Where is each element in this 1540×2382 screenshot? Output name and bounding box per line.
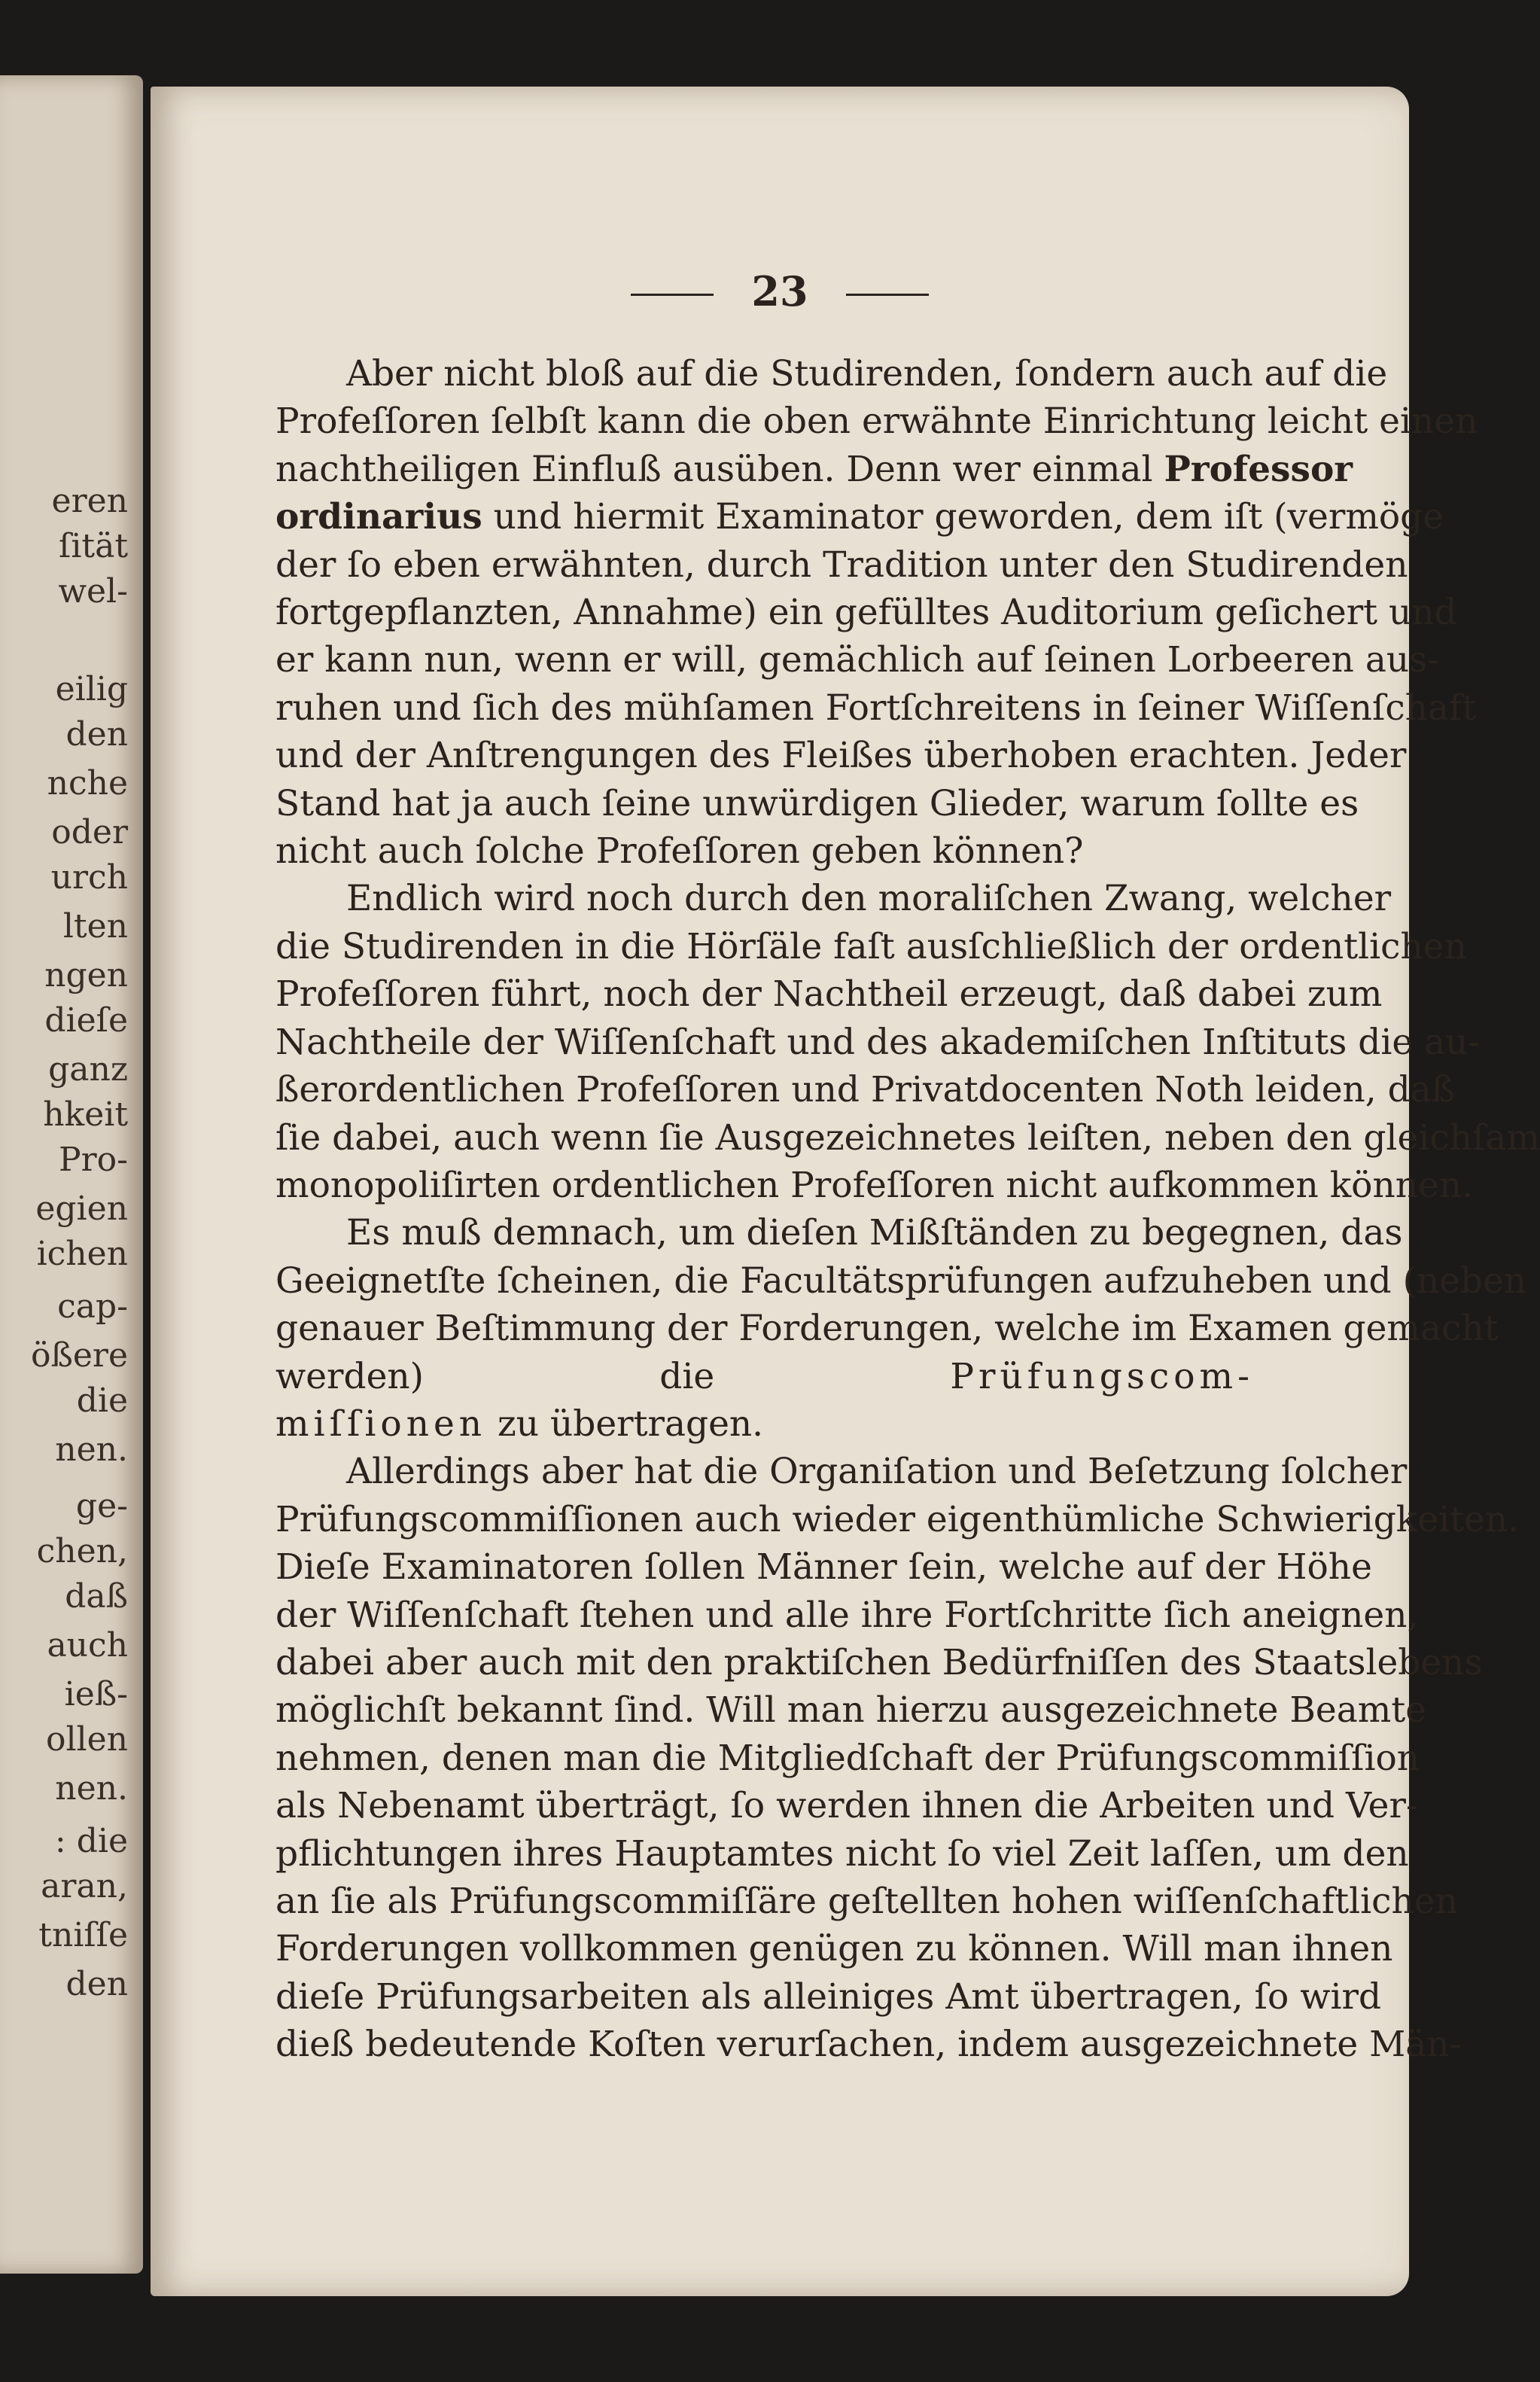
text-segment: pflichtungen ihres Hauptamtes nicht ſo viel Zeit laſſen, um den [275, 1832, 1409, 1875]
text-segment: als Nebenamt überträgt, ſo werden ihnen die Arbeiten und Ver- [275, 1785, 1418, 1827]
prev-page-fragment: : die [54, 1822, 128, 1860]
prev-page-fragment: den [65, 1965, 128, 2003]
text-segment: nehmen, denen man die Mitgliedſchaft der Prüfungscommiſſion [275, 1737, 1420, 1779]
text-line [275, 780, 1359, 827]
prev-page-fragment: ieß- [64, 1675, 128, 1713]
prev-page-fragment: eren [51, 482, 128, 520]
text-segment: dieſe Prüfungsarbeiten als alleiniges Amt übertragen, ſo wird [275, 1975, 1382, 2018]
text-segment: fortgepflanzten, Annahme) ein gefülltes Auditorium geſichert und [275, 592, 1457, 634]
text-line [275, 1639, 1483, 1686]
text-line [275, 684, 1477, 732]
text-segment: nicht auch ſolche Profeſſoren geben können? [275, 830, 1084, 873]
prev-page-fragment: hkeit [43, 1095, 128, 1134]
prev-page-fragment: eilig [55, 670, 128, 708]
text-segment: miſſionen [275, 1403, 487, 1445]
prev-page-fragment: auch [47, 1626, 128, 1665]
text-line [275, 541, 1408, 589]
text-segment: er kann nun, wenn er will, gemächlich auf ſeinen Lorbeeren aus- [275, 639, 1440, 681]
text-line [275, 1735, 1420, 1782]
text-segment: dabei aber auch mit den praktiſchen Bedürfniſſen des Staatslebens [275, 1641, 1483, 1683]
prev-page-fragment: ſität [59, 527, 128, 565]
prev-page-fragment: ollen [45, 1720, 128, 1759]
text-segment: Aber nicht bloß auf die Studirenden, ſondern auch auf die [346, 353, 1388, 394]
prev-page-fragment: ganz [48, 1050, 128, 1089]
text-segment: Prüfungscommiſſionen auch wieder eigenthümliche Schwierigkeiten. [275, 1498, 1520, 1540]
text-segment: Endlich wird noch durch den moraliſchen Zwang, welcher [346, 878, 1392, 920]
book-page [151, 87, 1540, 2296]
prev-page-fragment: oder [51, 813, 128, 851]
prev-page-fragment: daß [65, 1577, 128, 1616]
text-segment: Nachtheile der Wiſſenſchaft und des akademiſchen Inſtituts die au- [275, 1021, 1481, 1063]
text-segment: Profeſſoren führt, noch der Nachtheil erzeugt, daß dabei zum [275, 973, 1383, 1016]
text-line [275, 1496, 1520, 1543]
text-segment: Profeſſoren ſelbſt kann die oben erwähnte Einrichtung leicht einen [275, 401, 1478, 443]
text-line [275, 1114, 1540, 1162]
text-line [275, 827, 1254, 875]
text-line [275, 1543, 1372, 1591]
prev-page-fragment: ngen [44, 956, 128, 995]
text-line [275, 970, 1383, 1018]
text-segment: dieß bedeutende Koſten verurſachen, indem ausgezeichnete Män- [275, 2024, 1462, 2066]
prev-page-fragment: wel- [58, 572, 128, 611]
text-segment: monopoliſirten ordentlichen Profeſſoren nicht aufkommen können. [275, 1164, 1474, 1206]
text-segment: Es muß demnach, um dieſen Mißſtänden zu begegnen, das [346, 1212, 1403, 1254]
text-line [275, 1830, 1409, 1878]
text-segment: Professor [1164, 448, 1353, 490]
text-segment: Geeignetſte ſcheinen, die Facultätsprüfungen aufzuheben und (neben [275, 1260, 1527, 1302]
prev-page-fragment: nche [47, 764, 128, 803]
text-line [275, 1257, 1527, 1305]
prev-page-fragment: den [65, 715, 128, 754]
text-segment: ſie dabei, auch wenn ſie Ausgezeichnetes leiſten, neben den gleichſam [275, 1116, 1540, 1159]
text-line [275, 398, 1478, 445]
previous-page-edge [0, 75, 143, 2274]
page-header [151, 267, 1409, 315]
text-segment: möglichſt bekannt ſind. Will man hierzu ausgezeichnete Beamte [275, 1689, 1427, 1732]
prev-page-fragment: ge- [75, 1487, 128, 1525]
prev-page-fragment: lten [62, 907, 128, 946]
text-line [275, 732, 1407, 779]
text-line [275, 1066, 1456, 1113]
text-line [275, 1973, 1382, 2021]
body-text [275, 350, 1540, 2217]
text-line [275, 923, 1467, 970]
text-segment: Prüfungscom- [950, 1355, 1254, 1397]
text-segment: Stand hat ja auch ſeine unwürdigen Glieder, warum ſollte es [275, 782, 1359, 824]
text-segment: und der Anſtrengungen des Fleißes überhoben erachten. Jeder [275, 735, 1407, 777]
text-segment: der ſo eben erwähnten, durch Tradition unter den Studirenden [275, 544, 1408, 586]
text-line [275, 1209, 1403, 1256]
prev-page-fragment: tniſſe [38, 1916, 128, 1954]
text-line [275, 875, 1392, 922]
text-line [275, 1400, 1254, 1448]
text-segment: und hiermit Examinator geworden, dem iſt (vermöge [482, 496, 1444, 538]
text-line [275, 2021, 1462, 2068]
text-line [275, 1448, 1408, 1495]
prev-page-fragment: ößere [31, 1336, 128, 1375]
prev-page-fragment: cap- [57, 1287, 128, 1326]
text-segment: ordinarius [275, 496, 482, 538]
text-segment: Forderungen vollkommen genügen zu können. Will man ihnen [275, 1928, 1393, 1970]
text-line [275, 1162, 1474, 1209]
text-segment: der Wiſſenſchaft ſtehen und alle ihre Fortſchritte ſich aneignen, [275, 1594, 1419, 1636]
header-rule-right [846, 294, 929, 296]
text-line [275, 350, 1388, 398]
text-segment: an ſie als Prüfungscommiſſäre geſtellten hohen wiſſenſchaftlichen [275, 1881, 1458, 1922]
prev-page-fragment: aran, [41, 1867, 128, 1905]
text-segment: Allerdings aber hat die Organiſation und Beſetzung ſolcher [346, 1451, 1408, 1493]
prev-page-fragment: urch [50, 858, 128, 897]
prev-page-fragment: nen. [55, 1430, 128, 1469]
text-line [275, 1592, 1419, 1639]
text-line [275, 1925, 1393, 1972]
prev-page-fragment: ichen [36, 1235, 128, 1273]
text-segment: nachtheiligen Einfluß ausüben. Denn wer einmal [275, 448, 1164, 490]
prev-page-fragment: nen. [55, 1769, 128, 1808]
text-line [275, 493, 1444, 541]
text-segment: zu übertragen. [486, 1403, 764, 1445]
prev-page-fragment: Pro- [59, 1141, 128, 1179]
text-line [275, 1782, 1418, 1829]
text-line [275, 589, 1457, 636]
text-line [275, 446, 1353, 493]
text-line [275, 1305, 1499, 1352]
header-rule-left [631, 294, 714, 296]
page-number: 23 [751, 267, 808, 315]
prev-page-fragment: chen, [36, 1532, 128, 1570]
text-line [275, 1353, 1254, 1400]
text-segment: genauer Beſtimmung der Forderungen, welche im Examen gemacht [275, 1308, 1499, 1350]
prev-page-fragment: dieſe [44, 1001, 128, 1040]
prev-page-fragment: die [76, 1381, 128, 1420]
prev-page-fragment: egien [35, 1189, 128, 1228]
text-segment: ruhen und ſich des mühſamen Fortſchreitens in ſeiner Wiſſenſchaft [275, 687, 1477, 729]
text-segment: die Studirenden in die Hörſäle faſt ausſchließlich der ordentlichen [275, 925, 1467, 967]
text-segment: ßerordentlichen Profeſſoren und Privatdocenten Noth leiden, daß [275, 1069, 1456, 1111]
text-line [275, 1686, 1427, 1734]
text-line [275, 636, 1440, 684]
text-segment: werden) die [275, 1355, 951, 1397]
text-segment: Dieſe Examinatoren ſollen Männer ſein, welche auf der Höhe [275, 1546, 1372, 1589]
text-line [275, 1878, 1458, 1925]
text-line [275, 1019, 1481, 1066]
